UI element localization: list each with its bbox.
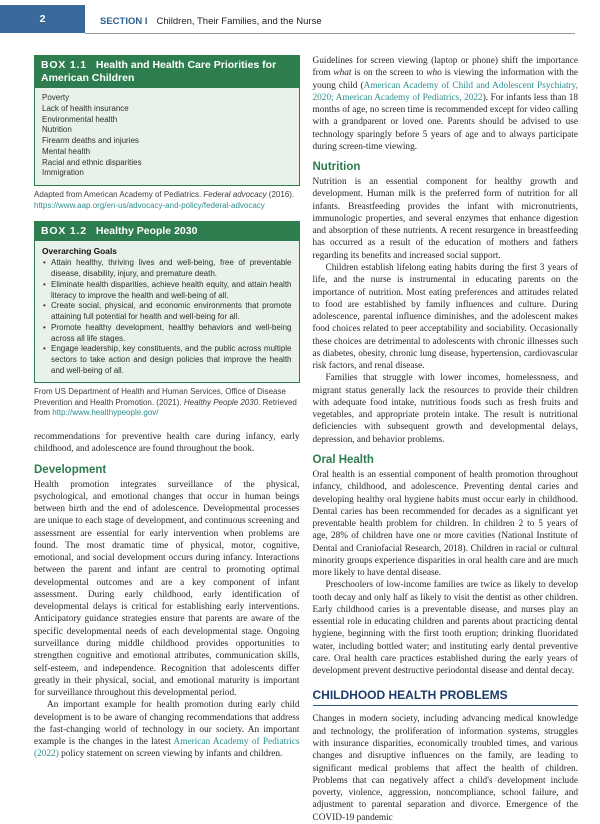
box-1-1-item: Immigration (42, 168, 84, 178)
oral-health-heading: Oral Health (312, 453, 374, 466)
left-column (34, 55, 300, 824)
section-label: SECTION I (100, 16, 148, 27)
right-column (313, 55, 579, 824)
section-title: Children, Their Families, and the Nurse (156, 16, 322, 27)
nutrition-paragraph-3: Families that struggle with lower incomes, homelessness, and migrant status generally lack the resources to provide their children with adequate food intake, nutritious foods such as fresh fruits and vegetables, and appropriate protein intake. The result is nutritional deficiencies with subsequent growth and developmental delays, depression, and behavior problems. (312, 373, 578, 445)
box-1-1-title: Health and Health Care Priorities for American Children (41, 59, 277, 85)
box-1-2-body (34, 241, 300, 383)
caption-text: . Retrieved from (34, 397, 297, 418)
header-divider (85, 33, 575, 34)
paragraph-text: ). For infants less than 18 months of age, no screen time is recommended except for video calling with a grandparent or loved one. Parents should be advised to use technology sparingly before 5 years of age and to always participate during screen-time viewing. (312, 92, 578, 152)
goal-item: • Promote healthy development, healthy behaviors and well-being across all life stages. (42, 323, 292, 344)
goal-item: • Engage leadership, key constituents, and the public across multiple sectors to take action and design policies that improve the health and well-being of all. (42, 344, 292, 376)
development-heading: Development (34, 463, 107, 476)
caption-text: Adapted from American Academy of Pediatrics. (34, 190, 204, 199)
page-content (34, 55, 578, 824)
citation-link[interactable]: American Academy of Child and Adolescent Psychiatry, 2020; American Academy of Pediatrics, 2022 (312, 80, 578, 103)
development-paragraph-1: Health promotion integrates surveillance of the physical, psychological, and emotional changes that occur in human beings between birth and the end of adolescence. Developmental processes are unique to each stage of development, and continuous screening and assessment are essential for early intervention when problems are found. The most dramatic time of physical, motor, cognitive, emotional, and social development occurs during infancy. Interactions between the parent and infant are central to promoting optimal developmental outcomes and are a key component of infant assessment. During early childhood, early identification of developmental delays is critical for establishing early interventions. Anticipatory guidance strategies ensure that parents are aware of the specific developmental needs of each developmental stage. Ongoing surveillance during middle childhood provides opportunities to strengthen cognitive and emotional attributes, communication skills, self-esteem, and independence. Recognition that adolescents differ greatly in their physical, social, and emotional maturity is important for surveillance throughout this developmental period. (34, 479, 300, 699)
box-1-1-caption (34, 190, 300, 211)
box-1-1-body (34, 88, 300, 186)
paragraph-text: An important example for health promotion during early child development is to be aware of changing recommendations that address the fast-changing world of technology in our society. An important example is the changes in the latest (34, 700, 300, 748)
paragraph-italic: what (333, 68, 352, 79)
paragraph-text: is viewing the information with the young child ( (312, 68, 579, 91)
running-head (100, 16, 322, 27)
development-paragraph-2 (34, 699, 300, 760)
caption-italic: Healthy People 2030 (183, 397, 259, 407)
healthypeople-link[interactable]: http://www.healthypeople.gov/ (52, 408, 159, 418)
caption-italic: Federal advocacy (203, 190, 267, 199)
nutrition-paragraph-2: Children establish lifelong eating habits during the first 3 years of life, and the nurse is instrumental in educating parents on the importance of nutrition. Most eating preferences and attitudes related to food are established by family influences and culture. During adolescence, parental influence diminishes, and the adolescent makes food choices related to peer acceptability and sociability. Occasionally these choices are detrimental to adolescents with chronic illnesses such as diabetes, obesity, chronic lung disease, hypertension, cardiovascular risk factors, and renal disease. (312, 262, 578, 372)
page-number-tab (0, 5, 85, 33)
page-number: 2 (39, 13, 46, 25)
screen-viewing-paragraph (313, 55, 579, 153)
caption-text: From US Department of Health and Human Services, Office of Disease Prevention and Health Promotion. (2021). (34, 387, 286, 407)
nutrition-heading: Nutrition (312, 161, 361, 174)
paragraph-italic: who (426, 68, 442, 79)
box-1-1-item: Poverty (42, 93, 70, 103)
page-header (0, 0, 600, 34)
intro-paragraph: recommendations for preventive health care during infancy, early childhood, and adolescence are found throughout the book. (34, 432, 300, 455)
aap-2022-citation-link[interactable]: American Academy of Pediatrics (2022) (34, 737, 300, 760)
caption-text: (2016). (266, 190, 295, 199)
goal-item: • Create social, physical, and economic environments that promote attaining full potential for health and well-being for all. (42, 301, 292, 322)
box-1-1-item: Nutrition (42, 125, 72, 135)
oral-health-paragraph-1: Oral health is an essential component of health promotion throughout infancy, childhood, and adolescence. Preventing dental caries and developing healthy oral hygiene habits must occur early in childhood. Dental caries has been recommended for decades as a significant yet preventable health problem for children. In children 2 to 5 years of age, 28% of children have one or more cavities (National Institute of Dental and Craniofacial Research, 2018). Children in racial or cultural minority groups experience disparities in oral health care and are much more likely to have dental disease. (312, 469, 578, 579)
box-1-1-item: Environmental health (42, 114, 118, 124)
childhood-problems-paragraph: Changes in modern society, including advancing medical knowledge and technology, the proliferation of information systems, struggles with insurance disparities, economically troubled times, and various changes and disruptive influences on the family, are leading to significant medical problems that affect the health of children. Problems that can negatively affect a child's development include poverty, violence, aggression, noncompliance, school failure, and adjustment to parental separation and divorce. Emergence of the COVID-19 pandemic (312, 714, 578, 823)
childhood-health-problems-heading: CHILDHOOD HEALTH PROBLEMS (313, 688, 579, 706)
aap-advocacy-link[interactable]: https://www.aap.org/en-us/advocacy-and-policy/federal-advocacy (34, 200, 265, 210)
box-1-2-label: BOX 1.2 (41, 225, 87, 238)
paragraph-text: policy statement on screen viewing by infants and children. (58, 749, 283, 760)
box-1-1-item: Lack of health insurance (42, 103, 129, 113)
goal-item: • Attain healthy, thriving lives and well-being, free of preventable disease, disability, injury, and premature death. (42, 258, 292, 279)
paragraph-text: Guidelines for screen viewing (laptop or phone) shift the importance from (312, 56, 578, 79)
box-1-1 (34, 55, 300, 186)
goal-item: • Eliminate health disparities, achieve health equity, and attain health literacy to improve the health and well-being of all. (42, 280, 292, 301)
box-1-2 (34, 221, 300, 383)
box-1-2-subheading: Overarching Goals (42, 246, 117, 257)
nutrition-paragraph-1: Nutrition is an essential component for healthy growth and development. Human milk is the preferred form of nutrition for all infants. Breastfeeding provides the infant with micronutrients, immunologic properties, and several enzymes that enhance digestion and absorption of these nutrients. A recent resurgence in breastfeeding has occurred as a result of the education of mothers and fathers regarding its benefits and increased social support. (312, 177, 578, 261)
oral-health-paragraph-2: Preschoolers of low-income families are twice as likely to develop tooth decay and only half as likely to visit the dentist as other children. Early childhood caries is a preventable disease, and nurses play an essential role in educating children and parents about practicing dental hygiene, beginning with the first tooth eruption; drinking fluoridated water, including bottled water; and instituting early dental preventive care. Oral health care practices established during the early years of development prevent destructive periodontal disease and dental decay. (312, 580, 578, 677)
box-1-2-caption (34, 387, 300, 419)
box-1-2-goal-list (42, 258, 292, 376)
box-1-1-item: Mental health (42, 146, 91, 156)
box-1-1-header (34, 55, 300, 88)
box-1-1-label: BOX 1.1 (41, 59, 87, 71)
box-1-1-item: Racial and ethnic disparities (42, 157, 142, 167)
paragraph-text: is on the screen to (351, 68, 427, 79)
box-1-2-title: Healthy People 2030 (95, 225, 198, 238)
box-1-2-header (34, 221, 300, 241)
box-1-1-item: Firearm deaths and injuries (42, 136, 139, 146)
